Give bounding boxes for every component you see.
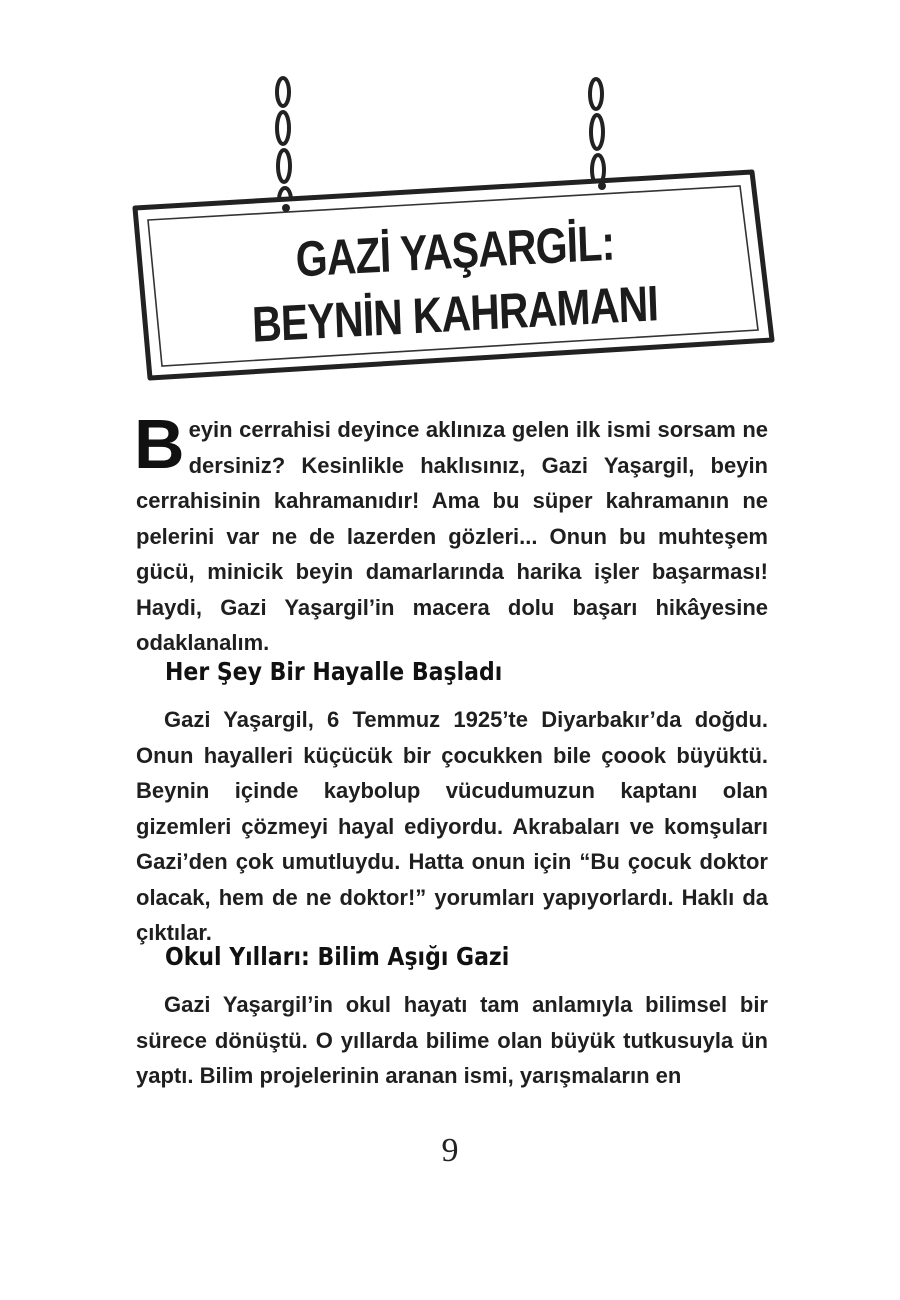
left-chain-icon [277, 78, 291, 212]
section-paragraph: Gazi Yaşargil, 6 Temmuz 1925’te Diyarbakır’da doğdu. Onun hayalleri küçücük bir çocukken bile çoook büyüktü. Beynin içinde kaybolup vücudumuzun kaptanı olan gizemleri çözmeyi hayal ediyordu. Akrabaları ve komşuları Gazi’den çok umutluydu. Hatta onun için “Bu çocuk doktor olacak, hem de ne doktor!” yorumları yapıyorlardı. Haklı da çıktılar. [136, 707, 768, 945]
section-body-block [136, 702, 768, 951]
drop-cap: B [134, 405, 185, 483]
page-number: 9 [441, 1132, 459, 1169]
section-body-block [136, 987, 768, 1094]
intro-text: eyin cerrahisi deyince aklınıza gelen ilk ismi sorsam ne dersiniz? Kesinlikle haklısınız, Gazi Yaşargil, beyin cerrahisinin kahramanıdır! Ama bu süper kahramanın ne pelerini var ne de lazerden gözleri... Onun bu muhteşem gücü, minicik beyin damarlarında harika işler başarması! Haydi, Gazi Yaşargil’in macera dolu başarı hikâyesine odaklanalım. [136, 417, 768, 655]
right-chain-icon [590, 79, 604, 185]
intro-paragraph [134, 405, 768, 661]
section-paragraph: Gazi Yaşargil’in okul hayatı tam anlamıyla bilimsel bir sürece dönüştü. O yıllarda bilime olan büyük tutkusuyla ün yaptı. Bilim projelerinin aranan ismi, yarışmaların en [136, 992, 768, 1088]
section-heading: Okul Yılları: Bilim Aşığı Gazi [165, 942, 510, 971]
sign-title-line-1: GAZİ YAŞARGİL: [294, 214, 616, 288]
section-heading: Her Şey Bir Hayalle Başladı [165, 657, 503, 686]
sign-title-line-2: BEYNİN KAHRAMANI [251, 275, 659, 353]
intro-paragraph-block [134, 405, 768, 661]
